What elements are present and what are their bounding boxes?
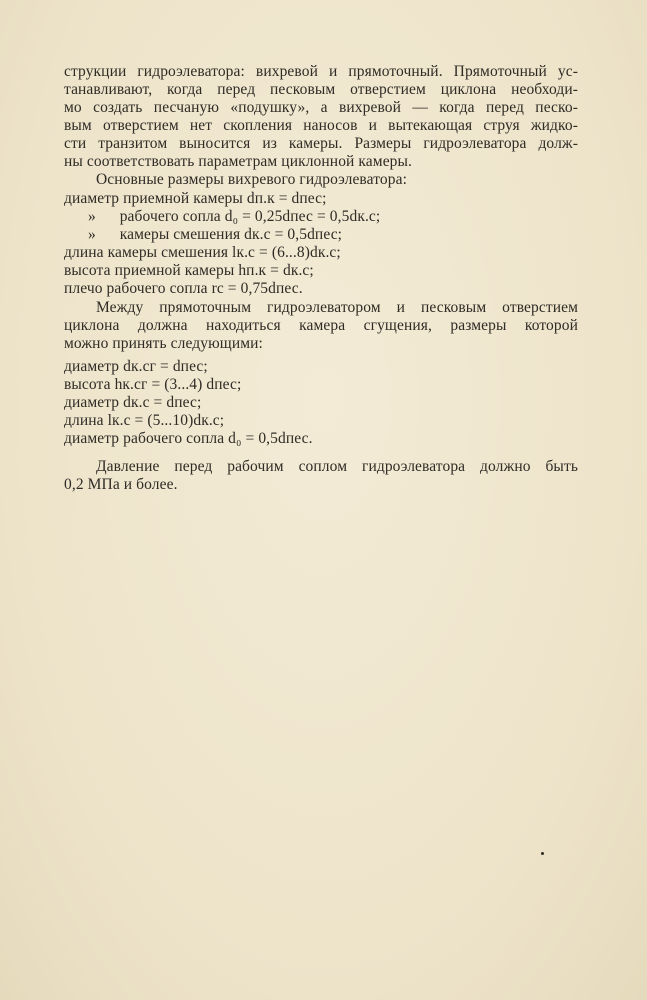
formula-line: плечо рабочего сопла rс = 0,75dпес. xyxy=(64,280,303,297)
formula-line: длина камеры смешения lк.с = (6...8)dк.с; xyxy=(64,244,341,261)
text-line: вым отверстием нет скопления наносов и вытекающая струя жидко- xyxy=(64,117,578,134)
formula-line: диаметр рабочего сопла d₀ = 0,5dпес. xyxy=(64,430,313,447)
formula-line: высота hк.сг = (3...4) dпес; xyxy=(64,376,242,393)
text-line: циклона должна находиться камера сгущения, размеры которой xyxy=(64,317,578,334)
ink-spot xyxy=(541,852,544,855)
text-line: Давление перед рабочим соплом гидроэлеватора должно быть xyxy=(96,458,578,475)
text-line: можно принять следующими: xyxy=(64,335,263,352)
formula-line: диаметр dк.сг = dпес; xyxy=(64,358,208,375)
text-line: 0,2 МПа и более. xyxy=(64,476,178,493)
formula-line: длина lк.с = (5...10)dк.с; xyxy=(64,412,225,429)
section-heading: Основные размеры вихревого гидроэлеватора: xyxy=(96,171,407,188)
text-line: струкции гидроэлеватора: вихревой и прямоточный. Прямоточный ус- xyxy=(64,63,578,80)
formula-line: высота приемной камеры hп.к = dк.с; xyxy=(64,262,314,279)
text-line: ны соответствовать параметрам циклонной камеры. xyxy=(64,153,413,170)
formula-line: диаметр dк.с = dпес; xyxy=(64,394,202,411)
formula-line: » камеры смешения dк.с = 0,5dпес; xyxy=(88,226,343,243)
text-line: сти транзитом выносится из камеры. Размеры гидроэлеватора долж- xyxy=(64,135,578,152)
text-line: танавливают, когда перед песковым отверстием циклона необходи- xyxy=(64,81,578,98)
text-line: мо создать песчаную «подушку», а вихревой — когда перед песко- xyxy=(64,99,578,116)
text-line: Между прямоточным гидроэлеватором и песковым отверстием xyxy=(96,299,578,316)
formula-line: » рабочего сопла d₀ = 0,25dпес = 0,5dк.с; xyxy=(88,208,381,225)
formula-line: диаметр приемной камеры dп.к = dпес; xyxy=(64,190,327,207)
